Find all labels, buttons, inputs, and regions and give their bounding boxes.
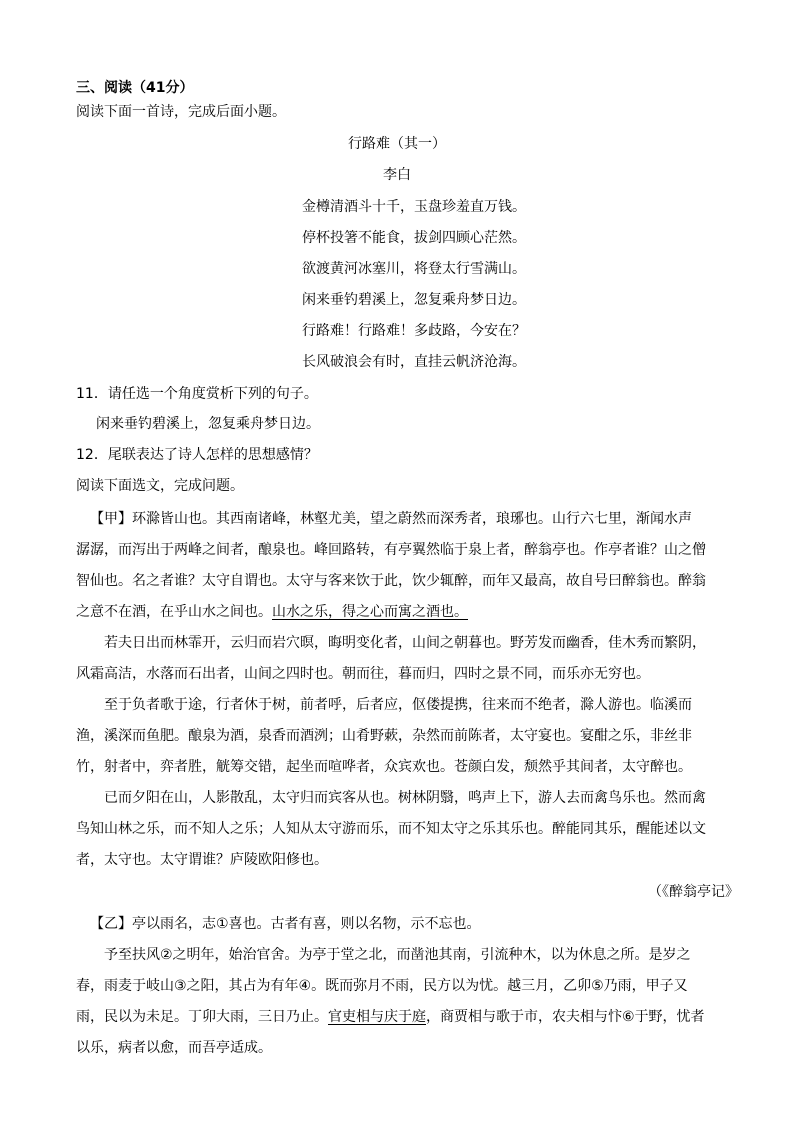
passage-jia-line: 者，太守也。太守谓谁？庐陵欧阳修也。 <box>76 852 328 868</box>
passage-text: ，商贾相与歌于市，农夫相与忭⑥于野，忧者 <box>426 1009 705 1025</box>
section-heading: 三、阅读（41分） <box>76 80 194 96</box>
passage-yi-line: 以乐，病者以愈，而吾亭适成。 <box>76 1040 272 1056</box>
poem-title: 行路难（其一） <box>348 136 446 152</box>
passage-source: （《醉翁亭记》 <box>648 884 739 900</box>
passage-jia-line: 已而夕阳在山，人影散乱，太守归而宾客从也。树林阴翳，鸣声上下，游人去而禽鸟乐也。然而禽 <box>104 790 706 806</box>
passage-jia-line: 若夫日出而林霏开，云归而岩穴暝，晦明变化者，山间之朝暮也。野芳发而幽香，佳木秀而繁阴， <box>104 635 706 651</box>
passage-jia-line <box>76 602 468 622</box>
passage-yi-line: 予至扶风②之明年，始治官舍。为亭于堂之北，而凿池其南，引流种木，以为休息之所。是岁之 <box>104 947 691 963</box>
poem-line: 停杯投箸不能食，拔剑四顾心茫然。 <box>302 230 526 246</box>
passage-jia-line: 渔，溪深而鱼肥。酿泉为酒，泉香而酒洌；山肴野蔌，杂然而前陈者，太守宴也。宴酣之乐，非丝非 <box>76 728 692 744</box>
passage-jia-line: 竹，射者中，弈者胜，觥筹交错，起坐而喧哗者，众宾欢也。苍颜白发，颓然乎其间者，太守醉也。 <box>76 759 692 775</box>
poem-author: 李白 <box>383 167 411 183</box>
passage-jia-line: 至于负者歌于途，行者休于树，前者呼，后者应，伛偻提携，往来而不绝者，滁人游也。临溪而 <box>104 697 692 713</box>
passage-jia-line: 风霜高洁，水落而石出者，山间之四时也。朝而往，暮而归，四时之景不同，而乐亦无穷也。 <box>76 666 650 682</box>
poem-line: 行路难！行路难！多歧路，今安在？ <box>302 323 526 339</box>
underlined-sentence: 官吏相与庆于庭 <box>328 1009 426 1025</box>
passage-jia-line: 【甲】环滁皆山也。其西南诸峰，林壑尤美，望之蔚然而深秀者，琅琊也。山行六七里，渐闻水声 <box>90 511 692 527</box>
passage-instruction: 阅读下面选文，完成问题。 <box>76 478 244 494</box>
passage-text: 之意不在酒，在乎山水之间也。 <box>76 604 272 620</box>
poem-line: 长风破浪会有时，直挂云帆济沧海。 <box>302 354 526 370</box>
underlined-sentence: 山水之乐，得之心而寓之酒也。 <box>272 604 468 620</box>
passage-jia-line: 潺潺，而泻出于两峰之间者，酿泉也。峰回路转，有亭翼然临于泉上者，醉翁亭也。作亭者谁？山之僧 <box>76 542 706 558</box>
passage-yi-line <box>76 1007 705 1027</box>
passage-text: 雨，民以为未足。丁卯大雨，三日乃止。 <box>76 1009 328 1025</box>
passage-jia-line: 智仙也。名之者谁？太守自谓也。太守与客来饮于此，饮少辄醉，而年又最高，故自号曰醉翁也。醉翁 <box>76 573 706 589</box>
poem-line: 金樽清酒斗十千，玉盘珍羞直万钱。 <box>302 199 526 215</box>
poem-instruction: 阅读下面一首诗，完成后面小题。 <box>76 104 286 120</box>
poem-line: 闲来垂钓碧溪上，忽复乘舟梦日边。 <box>302 292 526 308</box>
passage-jia-line: 鸟知山林之乐，而不知人之乐；人知从太守游而乐，而不知太守之乐其乐也。醉能同其乐，醒能述以文 <box>76 821 706 837</box>
question-11-quote: 闲来垂钓碧溪上，忽复乘舟梦日边。 <box>96 416 320 432</box>
question-12: 12．尾联表达了诗人怎样的思想感情？ <box>76 447 318 463</box>
question-11: 11．请任选一个角度赏析下列的句子。 <box>76 386 318 402</box>
passage-yi-line: 春，雨麦于岐山③之阳，其占为有年④。既而弥月不雨，民方以为忧。越三月，乙卯⑤乃雨，甲子又 <box>76 978 688 994</box>
passage-yi-line: 【乙】亭以雨名，志①喜也。古者有喜，则以名物，示不忘也。 <box>90 916 481 932</box>
poem-line: 欲渡黄河冰塞川，将登太行雪满山。 <box>302 261 526 277</box>
